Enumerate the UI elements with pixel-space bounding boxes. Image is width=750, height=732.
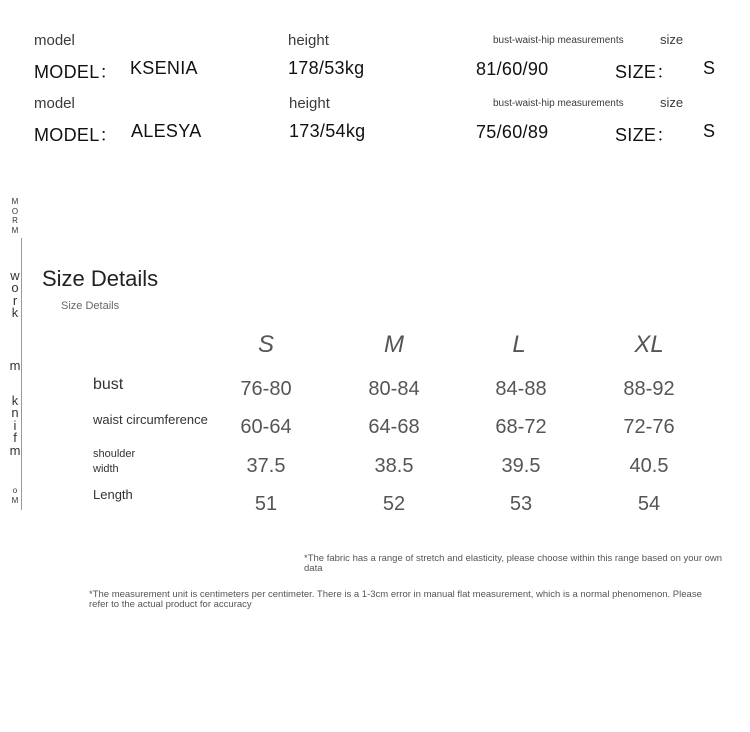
- row-label-shoulder: shoulder: [93, 448, 136, 460]
- column-header-m: M: [384, 331, 404, 358]
- cell-waist-l: 68-72: [495, 416, 547, 438]
- measurements-label: bust-waist-hip measurements: [493, 98, 624, 109]
- cell-bust-l: 84-88: [495, 378, 547, 400]
- column-header-xl: XL: [634, 331, 664, 358]
- row-label-width: width: [93, 463, 119, 475]
- row-label-bust: bust: [93, 376, 124, 393]
- model-size: S: [703, 58, 716, 78]
- model-measurements: 81/60/90: [476, 59, 549, 79]
- size-label: size: [660, 95, 684, 110]
- size-prefix: SIZE：: [615, 125, 675, 145]
- cell-shoulder-m: 38.5: [374, 455, 414, 477]
- brand-vertical-divider: [21, 238, 22, 510]
- cell-shoulder-s: 37.5: [246, 455, 286, 477]
- brand-vertical-part-2: w o r k: [10, 268, 20, 321]
- cell-waist-xl: 72-76: [623, 416, 675, 438]
- height-label: height: [289, 95, 330, 112]
- cell-shoulder-xl: 40.5: [629, 455, 669, 477]
- model-prefix: MODEL：: [34, 62, 118, 82]
- model-height-weight: 173/54kg: [289, 121, 366, 141]
- measurement-note: *The measurement unit is centimeters per centimeter. There is a 1-3cm error in manual flat measurement, which is a normal phenomenon. Please refer to the actual product for accuracy: [89, 589, 702, 610]
- model-name: ALESYA: [131, 121, 202, 141]
- cell-bust-s: 76-80: [240, 378, 292, 400]
- column-header-l: L: [512, 331, 526, 358]
- model-name: KSENIA: [130, 58, 198, 78]
- cell-shoulder-l: 39.5: [501, 455, 541, 477]
- cell-bust-m: 80-84: [368, 378, 420, 400]
- column-header-s: S: [257, 331, 274, 358]
- row-label-length: Length: [93, 487, 133, 502]
- cell-length-l: 53: [509, 493, 533, 515]
- size-prefix: SIZE：: [615, 62, 675, 82]
- fabric-note: *The fabric has a range of stretch and elasticity, please choose within this range based on your own data: [304, 553, 723, 574]
- brand-vertical-part-1: M O R M: [11, 197, 19, 235]
- model-measurements: 75/60/89: [476, 122, 549, 142]
- brand-vertical-part-3: m: [9, 358, 21, 373]
- row-label-waist: waist circumference: [93, 412, 208, 427]
- height-label: height: [288, 32, 329, 49]
- cell-length-m: 52: [382, 493, 406, 515]
- cell-waist-s: 60-64: [240, 416, 292, 438]
- size-details-title: Size Details: [42, 266, 159, 291]
- brand-vertical-part-4: k n i f m: [9, 393, 21, 458]
- cell-waist-m: 64-68: [368, 416, 420, 438]
- model-size: S: [703, 121, 716, 141]
- model-label: model: [34, 32, 75, 49]
- measurements-label: bust-waist-hip measurements: [493, 35, 624, 46]
- model-height-weight: 178/53kg: [288, 58, 365, 78]
- size-label: size: [660, 32, 684, 47]
- model-label: model: [34, 95, 75, 112]
- model-prefix: MODEL：: [34, 125, 118, 145]
- cell-length-s: 51: [254, 493, 278, 515]
- size-details-subtitle: Size Details: [61, 300, 120, 312]
- brand-vertical-part-5: o M: [11, 486, 19, 505]
- cell-length-xl: 54: [637, 493, 661, 515]
- cell-bust-xl: 88-92: [623, 378, 675, 400]
